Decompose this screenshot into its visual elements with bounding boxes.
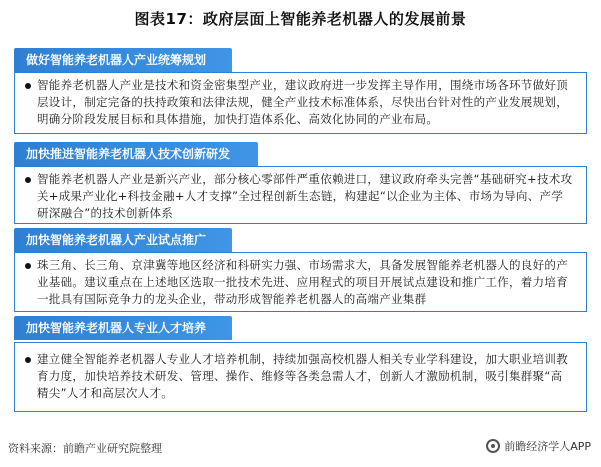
- brand-logo-icon: [486, 439, 500, 453]
- section-2-box: [14, 166, 587, 224]
- section-3-box: [14, 252, 587, 312]
- section-3: [14, 228, 587, 312]
- section-4-text: 建立健全智能养老机器人专业人才培养机制，持续加强高校机器人相关专业学科建设，加大职业培训教育力度，加快培养技术研发、管理、操作、维修等各类急需人才，创新人才激励机制，吸引集群聚“高精尖”人才和高层次人才。: [37, 352, 568, 400]
- section-4: [14, 316, 587, 412]
- bullet-icon: [25, 83, 31, 89]
- brand-footer: [486, 438, 591, 454]
- section-2-heading: 加快推进智能养老机器人技术创新研发: [14, 142, 258, 166]
- section-1-text: 智能养老机器人产业是技术和资金密集型产业，建议政府进一步发挥主导作用，围绕市场各环节做好顶层设计，制定完备的扶持政策和法律法规，健全产业技术标准体系，尽快出台针对性的产业发展规划，明确分阶段发展目标和具体措施，加快打造体系化、高效化协同的产业布局。: [37, 78, 568, 126]
- section-3-text: 珠三角、长三角、京津冀等地区经济和科研实力强、市场需求大，具备发展智能养老机器人的良好的产业基础。建议重点在上述地区选取一批技术先进、应用程式的项目开展试点建设和推广工作，着力培育一批具有国际竞争力的龙头企业，带动形成智能养老机器人的高端产业集群: [37, 258, 568, 306]
- brand-name: 前瞻经济学人APP: [504, 440, 591, 453]
- section-3-heading: 加快智能养老机器人产业试点推广: [14, 228, 232, 252]
- section-1-heading: 做好智能养老机器人产业统筹规划: [14, 48, 232, 72]
- section-1: [14, 48, 587, 134]
- bullet-icon: [25, 357, 31, 363]
- source-note: 资料来源：前瞻产业研究院整理: [8, 442, 162, 455]
- section-1-box: [14, 72, 587, 134]
- bullet-icon: [25, 263, 31, 269]
- section-2: [14, 142, 587, 224]
- section-4-heading: 加快智能养老机器人专业人才培养: [14, 316, 232, 340]
- bullet-icon: [25, 177, 31, 183]
- section-4-box: [14, 342, 587, 412]
- section-2-text: 智能养老机器人产业是新兴产业，部分核心零部件严重依赖进口，建议政府牵头完善“基础研究+技术攻关+成果产业化+科技金融+人才支撑”全过程创新生态链，构建起“以企业为主体、市场为导向、产学研深融合”的技术创新体系: [37, 172, 573, 220]
- chart-title: 图表17：政府层面上智能养老机器人的发展前景: [134, 10, 467, 28]
